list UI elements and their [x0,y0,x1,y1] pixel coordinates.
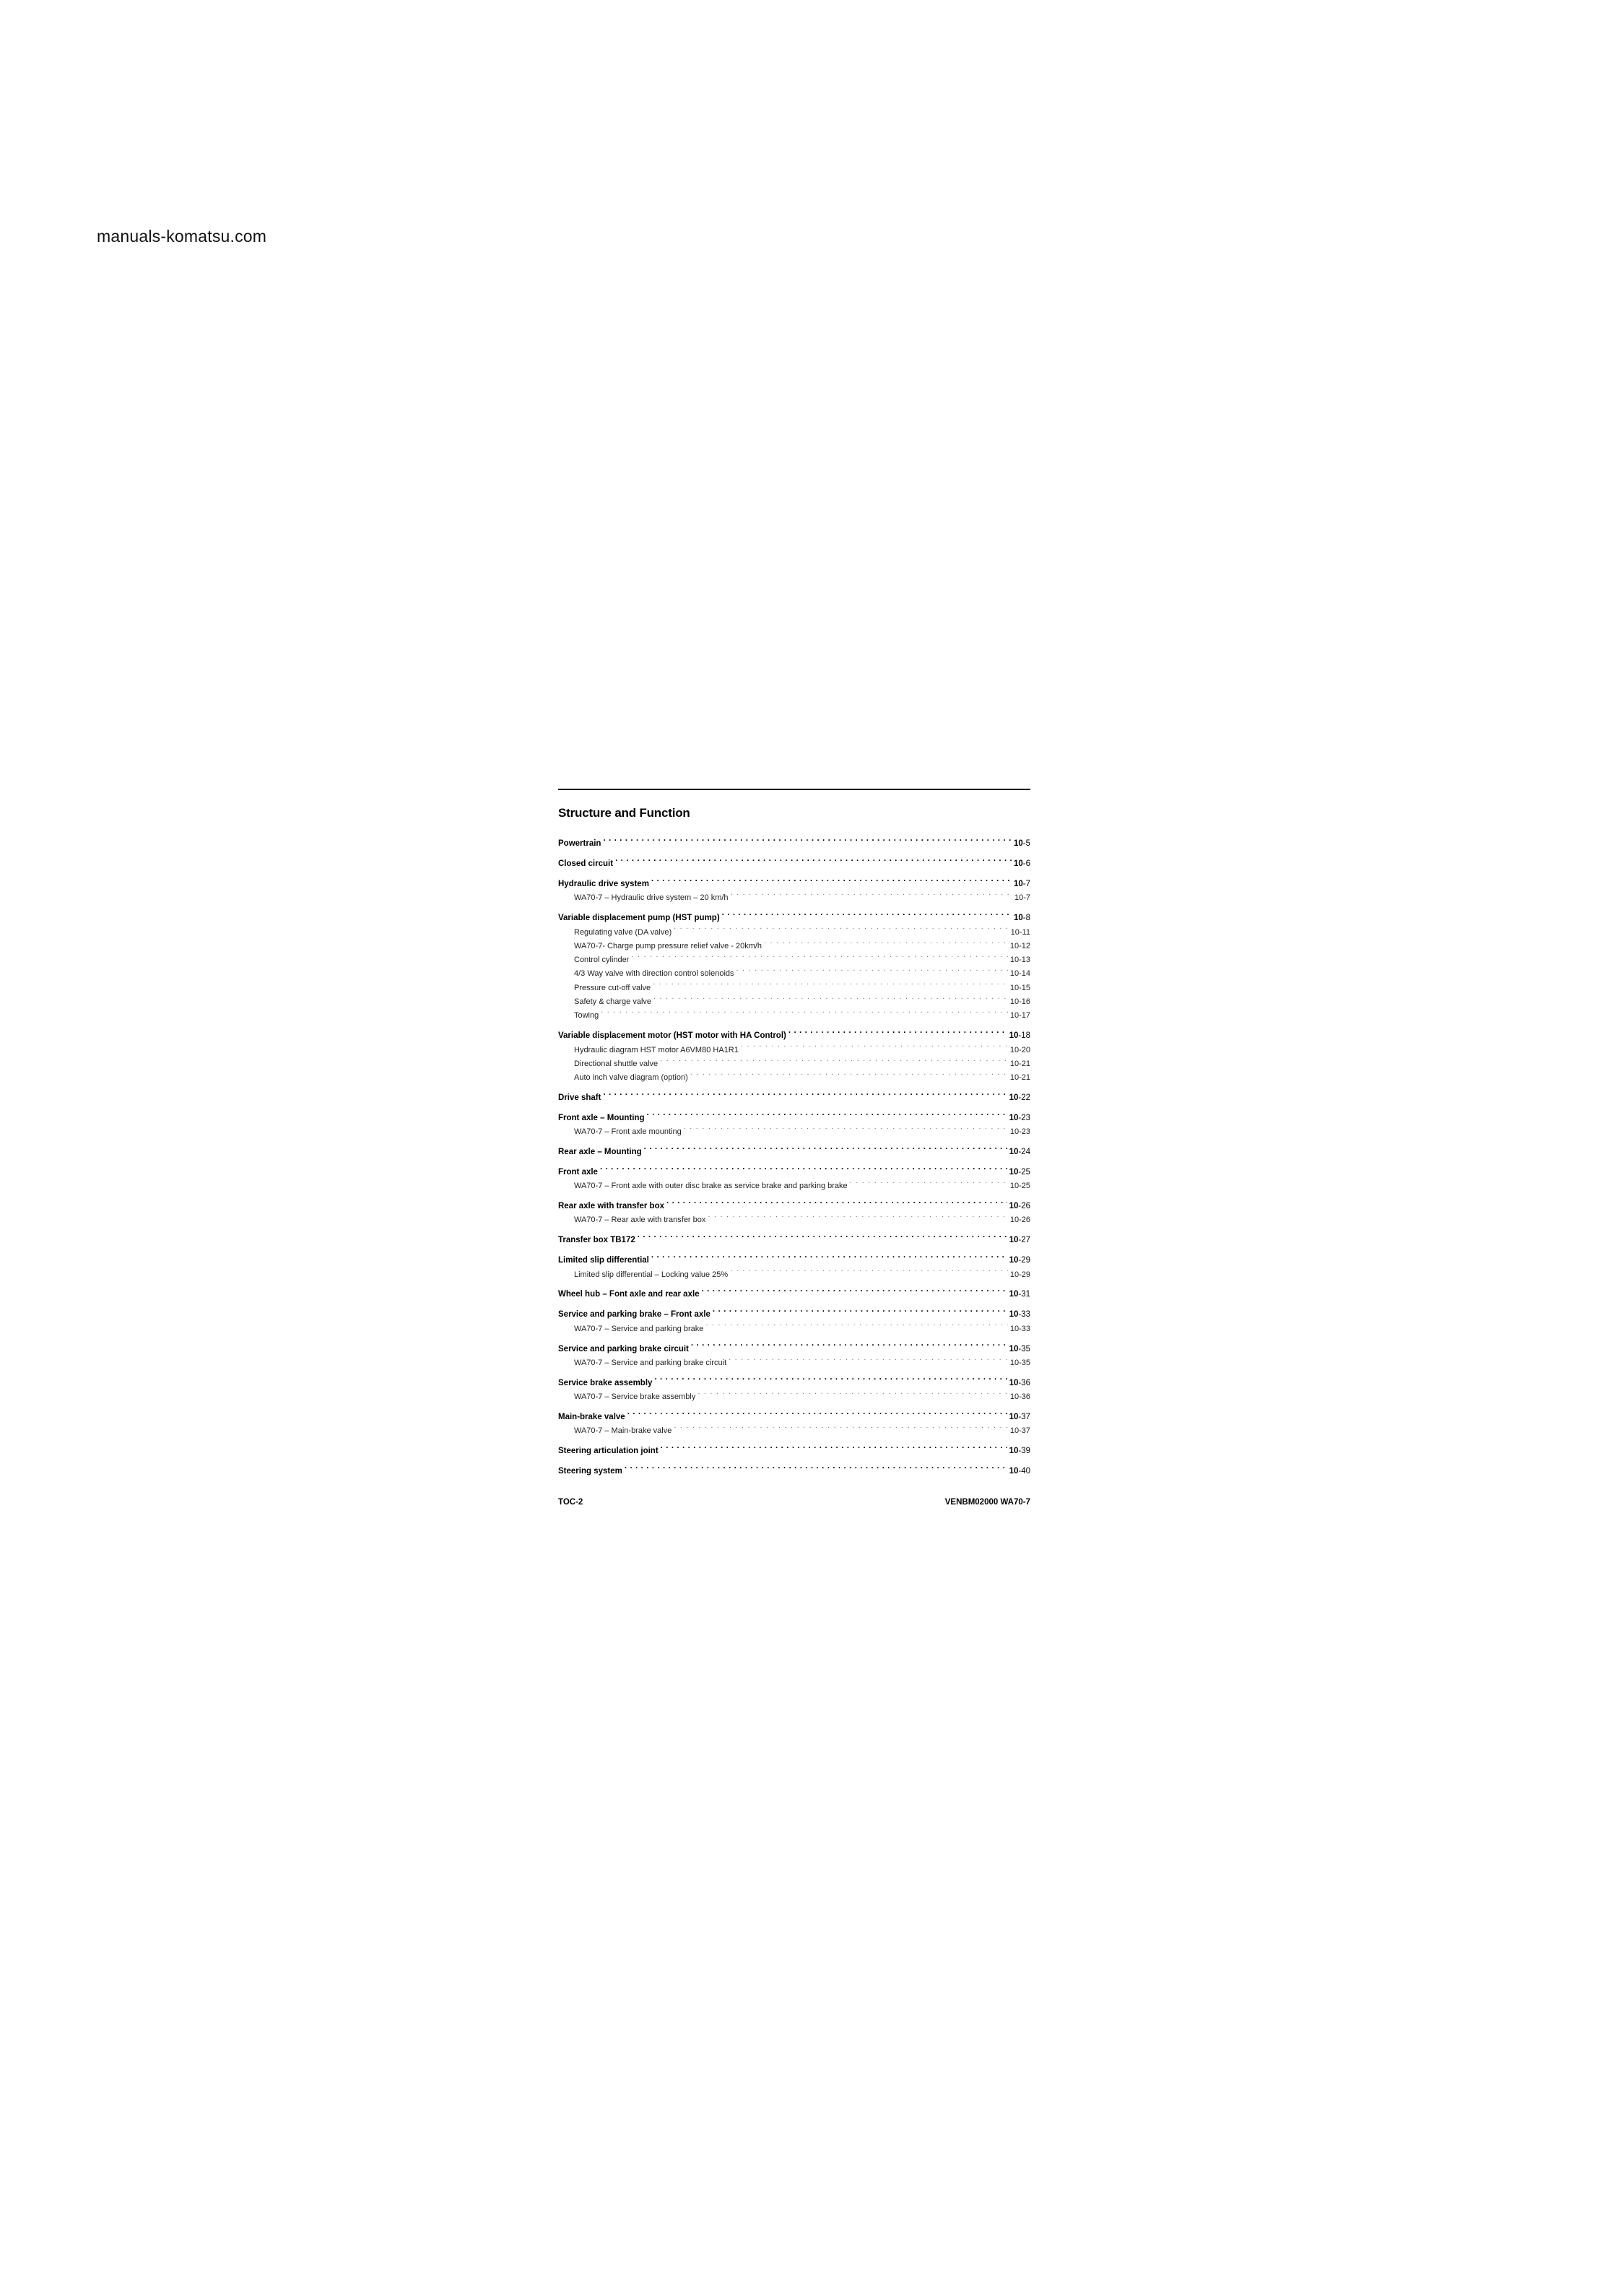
toc-entry-main[interactable] [558,1303,1030,1320]
chapter-number: 10 [1009,1344,1019,1353]
toc-entry-main[interactable] [558,1249,1030,1265]
toc-group [558,1337,1030,1365]
page-number: -33 [1018,1310,1030,1320]
toc-subentry-title: Pressure cut-off valve [574,983,651,992]
dot-leader [615,852,1012,866]
toc-group [558,906,1030,1021]
toc-subentry-title: WA70-7 – Main-brake valve [574,1426,672,1436]
toc-entry-main[interactable] [558,1229,1030,1245]
toc-subentry-page: 10-21 [1009,1059,1030,1068]
toc-entry-title: Transfer box TB172 [558,1236,635,1245]
toc-subentry-page: 10-16 [1009,997,1030,1007]
dot-leader [674,1419,1008,1433]
toc-group [558,872,1030,901]
dot-leader [691,1337,1007,1351]
toc-entry-title: Steering system [558,1466,622,1476]
toc-entry-main[interactable] [558,1024,1030,1041]
toc-entry-title: Variable displacement pump (HST pump) [558,914,720,923]
toc-subentry-page: 10-37 [1009,1426,1030,1436]
dot-leader [722,906,1012,920]
toc-entry-title: Powertrain [558,839,601,849]
toc-entry-title: Limited slip differential [558,1256,649,1265]
toc-group [558,1140,1030,1157]
toc-entry-page [1009,1166,1030,1179]
dot-leader [651,1249,1007,1262]
toc-entry-title: Steering articulation joint [558,1447,659,1456]
toc-entry-main[interactable] [558,1439,1030,1456]
dot-leader [850,1174,1008,1188]
toc-entry-main[interactable] [558,1405,1030,1419]
toc-subentry-page: 10-29 [1009,1270,1030,1279]
toc-entry-title: Service and parking brake circuit [558,1344,689,1353]
chapter-number: 10 [1013,859,1023,869]
toc-group [558,1460,1030,1476]
dot-leader [705,1317,1008,1330]
toc-entry-page [1009,1145,1030,1159]
chapter-number: 10 [1013,914,1023,923]
section-title: Structure and Function [558,806,690,820]
dot-leader [653,976,1008,989]
page-number: -29 [1018,1256,1030,1265]
toc-entry-page [1014,857,1030,871]
toc-entry-page [1009,1411,1030,1424]
page-number: -36 [1018,1378,1030,1387]
dot-leader [661,1439,1007,1453]
toc-subentry-page: 10-14 [1009,969,1030,979]
toc-entry-page [1009,1234,1030,1247]
toc-subentry-title: Towing [574,1011,599,1021]
toc-entry-page [1009,1091,1030,1105]
dot-leader [627,1405,1007,1419]
dot-leader [603,832,1012,846]
toc-entry-sub[interactable] [558,1004,1030,1021]
toc-group [558,1195,1030,1223]
toc-group [558,1405,1030,1434]
page-number: -37 [1018,1412,1030,1421]
toc-subentry-page: 10-36 [1009,1392,1030,1401]
toc-group [558,1439,1030,1456]
toc-entry-title: Main-brake valve [558,1412,625,1421]
toc-entries [558,832,1030,1480]
dot-leader [666,1195,1007,1208]
toc-entry-title: Closed circuit [558,859,614,869]
chapter-number: 10 [1009,1256,1019,1265]
dot-leader [651,872,1012,886]
header-rule [558,789,1030,790]
page-number: -27 [1018,1236,1030,1245]
dot-leader [601,1004,1008,1018]
toc-entry-main[interactable] [558,832,1030,849]
page-number: -26 [1018,1202,1030,1211]
toc-entry-page [1009,1254,1030,1268]
toc-entry-page [1014,911,1030,925]
toc-subentry-title: WA70-7 – Hydraulic drive system – 20 km/h [574,893,729,903]
toc-subentry-page: 10-12 [1009,941,1030,950]
toc-subentry-title: WA70-7 – Front axle mounting [574,1127,682,1137]
page-number: -7 [1022,880,1030,889]
dot-leader [646,1106,1007,1120]
chapter-number: 10 [1013,880,1023,889]
dot-leader [625,1460,1007,1473]
dot-leader [654,1371,1007,1385]
toc-entry-page [1009,1112,1030,1125]
dot-leader [741,1038,1008,1052]
toc-entry-sub[interactable] [558,1419,1030,1436]
toc-entry-title: Rear axle – Mounting [558,1148,642,1157]
page-number: -23 [1018,1113,1030,1122]
table-of-contents [558,789,1030,1507]
toc-group [558,1106,1030,1135]
toc-subentry-page: 10-13 [1009,956,1030,965]
dot-leader [603,1086,1007,1100]
toc-entry-page [1014,878,1030,891]
dot-leader [713,1303,1007,1317]
toc-subentry-page: 10-33 [1009,1324,1030,1333]
dot-leader [729,1351,1008,1365]
toc-entry-page [1009,1444,1030,1458]
page-number: -6 [1022,859,1030,869]
toc-entry-main[interactable] [558,1161,1030,1177]
toc-subentry-title: WA70-7 – Service brake assembly [574,1392,696,1401]
chapter-number: 10 [1009,1466,1019,1476]
dot-leader [736,962,1008,976]
toc-subentry-title: Regulating valve (DA valve) [574,927,672,937]
page-footer [558,1498,1030,1507]
toc-subentry-title: WA70-7 – Service and parking brake [574,1324,704,1333]
toc-entry-main[interactable] [558,1106,1030,1120]
toc-subentry-page: 10-35 [1009,1358,1030,1367]
page-number: -5 [1022,839,1030,849]
toc-entry-main[interactable] [558,1371,1030,1385]
dot-leader [730,1262,1008,1276]
toc-subentry-title: Limited slip differential – Locking value 25% [574,1270,729,1279]
toc-group [558,852,1030,869]
page-number: -24 [1018,1148,1030,1157]
dot-leader [644,1140,1007,1154]
toc-entry-page [1009,1308,1030,1322]
toc-group [558,1371,1030,1399]
dot-leader [600,1161,1007,1174]
toc-entry-page [1009,1465,1030,1478]
toc-entry-title: Front axle – Mounting [558,1113,645,1122]
toc-subentry-page: 10-7 [1014,893,1030,903]
toc-subentry-page: 10-26 [1009,1216,1030,1225]
page-number: -40 [1018,1466,1030,1476]
toc-subentry-page: 10-11 [1010,927,1030,937]
chapter-number: 10 [1009,1290,1019,1299]
chapter-number: 10 [1009,1031,1019,1041]
toc-subentry-page: 10-21 [1009,1073,1030,1083]
toc-entry-main[interactable] [558,906,1030,923]
chapter-number: 10 [1009,1202,1019,1211]
toc-group [558,1086,1030,1103]
toc-entry-page [1009,1377,1030,1390]
toc-entry-title: Rear axle with transfer box [558,1202,664,1211]
toc-subentry-page: 10-23 [1009,1127,1030,1137]
dot-leader [690,1066,1008,1080]
toc-entry-main[interactable] [558,1086,1030,1103]
toc-subentry-page: 10-20 [1009,1045,1030,1054]
dot-leader [708,1208,1007,1222]
chapter-number: 10 [1013,839,1023,849]
toc-subentry-title: Directional shuttle valve [574,1059,659,1068]
toc-subentry-title: WA70-7 – Front axle with outer disc brake as service brake and parking brake [574,1182,848,1191]
toc-entry-main[interactable] [558,1337,1030,1351]
dot-leader [697,1385,1008,1399]
toc-entry-title: Service brake assembly [558,1378,653,1387]
toc-group [558,1283,1030,1299]
watermark: manuals-komatsu.com [97,227,267,246]
toc-entry-main[interactable] [558,1460,1030,1476]
dot-leader [702,1283,1007,1296]
chapter-number: 10 [1009,1310,1019,1320]
toc-subentry-title: WA70-7 – Service and parking brake circuit [574,1358,727,1367]
toc-entry-main[interactable] [558,872,1030,889]
toc-subentry-title: Hydraulic diagram HST motor A6VM80 HA1R1 [574,1045,739,1054]
toc-entry-main[interactable] [558,1195,1030,1211]
dot-leader [653,990,1008,1004]
toc-subentry-title: Control cylinder [574,956,630,965]
toc-entry-page [1009,1343,1030,1356]
toc-subentry-page: 10-17 [1009,1011,1030,1021]
footer-document-id: VENBM02000 WA70-7 [944,1498,1030,1507]
chapter-number: 10 [1009,1378,1019,1387]
chapter-number: 10 [1009,1148,1019,1157]
toc-subentry-title: Safety & charge valve [574,997,652,1007]
toc-entry-title: Wheel hub – Font axle and rear axle [558,1290,700,1299]
toc-entry-page [1009,1288,1030,1301]
toc-group [558,1303,1030,1331]
dot-leader [674,920,1009,934]
toc-entry-page [1014,837,1030,851]
page-number: -35 [1018,1344,1030,1353]
dot-leader [684,1120,1008,1134]
toc-entry-title: Hydraulic drive system [558,880,649,889]
toc-subentry-title: WA70-7- Charge pump pressure relief valve - 20km/h [574,941,762,950]
chapter-number: 10 [1009,1167,1019,1177]
page-number: -18 [1018,1031,1030,1041]
toc-subentry-title: 4/3 Way valve with direction control solenoids [574,969,734,979]
chapter-number: 10 [1009,1236,1019,1245]
toc-subentry-page: 10-15 [1009,983,1030,992]
toc-entry-main[interactable] [558,852,1030,869]
toc-entry-main[interactable] [558,1283,1030,1299]
toc-group [558,1161,1030,1189]
toc-entry-main[interactable] [558,1140,1030,1157]
page-number: -22 [1018,1093,1030,1103]
page-number: -8 [1022,914,1030,923]
dot-leader [764,935,1008,948]
toc-group [558,1229,1030,1245]
toc-subentry-title: Auto inch valve diagram (option) [574,1073,688,1083]
toc-entry-page [1009,1200,1030,1213]
chapter-number: 10 [1009,1412,1019,1421]
chapter-number: 10 [1009,1093,1019,1103]
toc-group [558,832,1030,849]
toc-entry-title: Drive shaft [558,1093,601,1103]
toc-entry-page [1009,1029,1030,1043]
dot-leader [631,948,1007,962]
page-number: -39 [1018,1447,1030,1456]
toc-entry-title: Front axle [558,1167,598,1177]
dot-leader [788,1024,1007,1038]
toc-subentry-page: 10-25 [1009,1182,1030,1191]
footer-page-number: TOC-2 [558,1498,583,1507]
toc-group [558,1024,1030,1083]
toc-entry-sub[interactable] [558,1174,1030,1191]
toc-group [558,1249,1030,1277]
dot-leader [731,886,1012,900]
chapter-number: 10 [1009,1113,1019,1122]
toc-entry-title: Service and parking brake – Front axle [558,1310,710,1320]
dot-leader [660,1052,1008,1066]
toc-entry-title: Variable displacement motor (HST motor with HA Control) [558,1031,786,1041]
page-number: -25 [1018,1167,1030,1177]
chapter-number: 10 [1009,1447,1019,1456]
page-number: -31 [1018,1290,1030,1299]
toc-subentry-title: WA70-7 – Rear axle with transfer box [574,1216,706,1225]
dot-leader [638,1229,1007,1242]
